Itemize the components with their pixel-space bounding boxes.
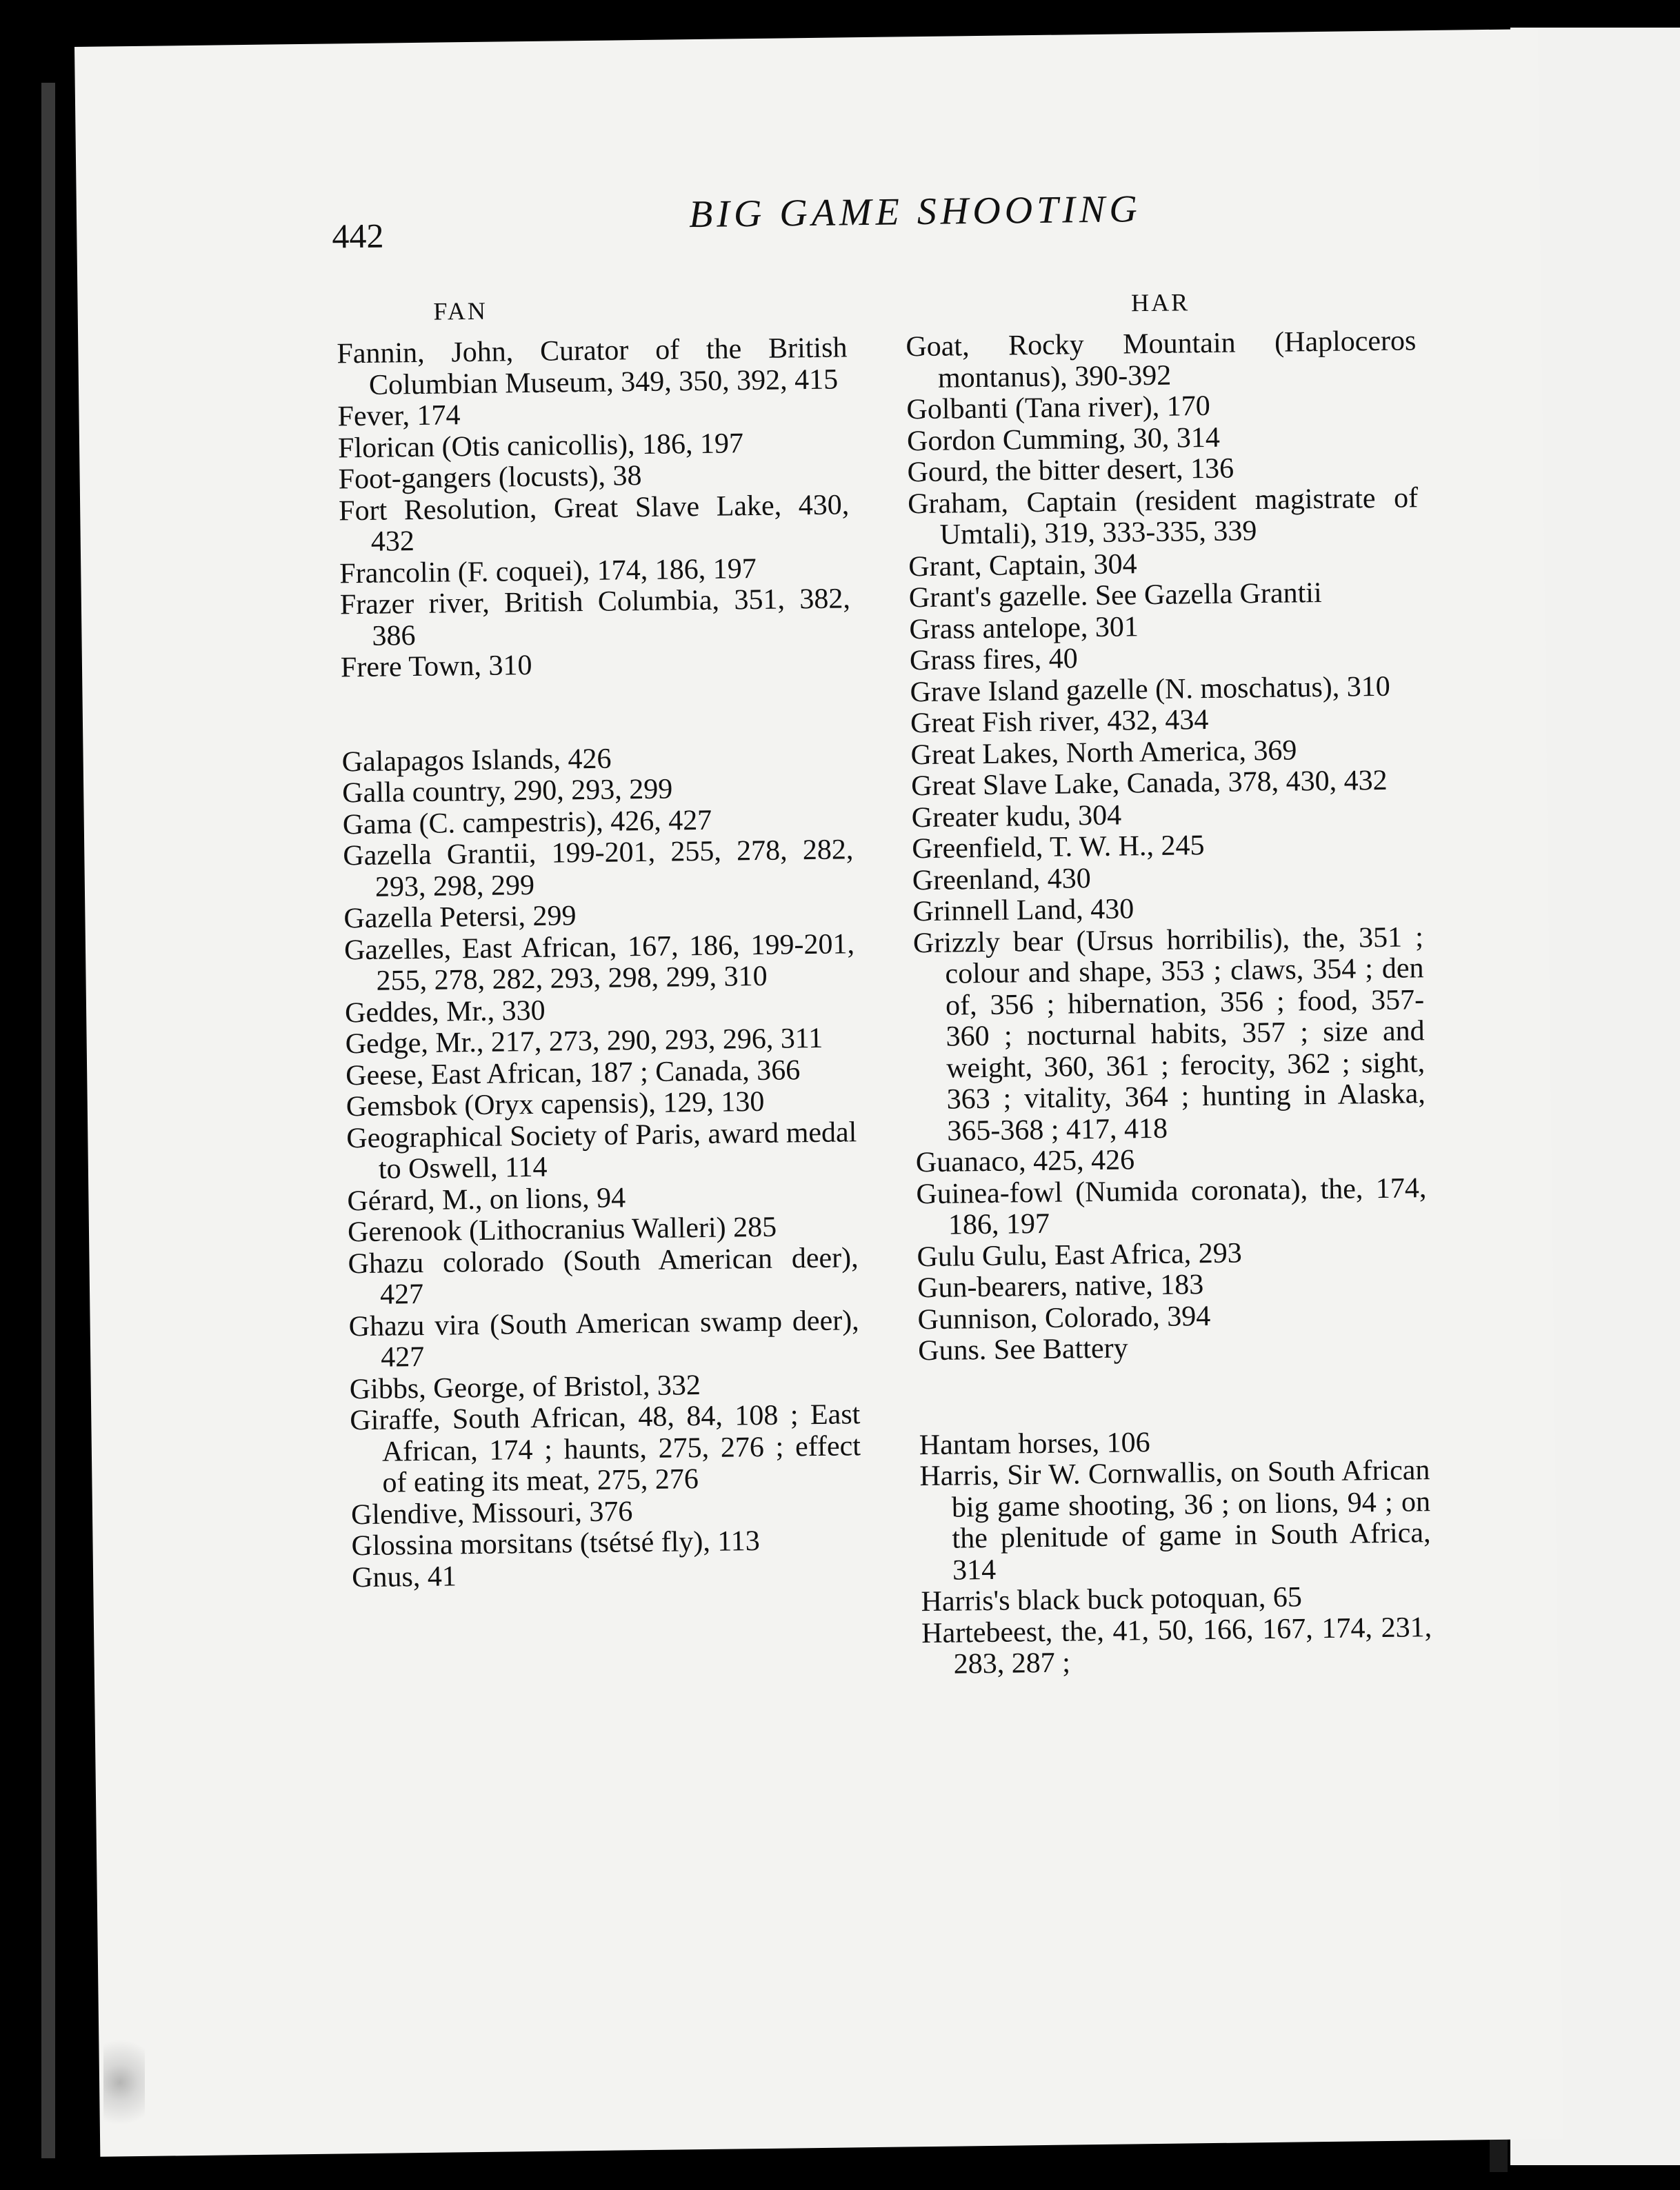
index-column-left [336, 285, 862, 1594]
index-entry: Geographical Society of Paris, award medal to Oswell, 114 [346, 1116, 857, 1185]
index-entry: Grant's gazelle. See Gazella Grantii [908, 576, 1322, 614]
index-entry: Ghazu colorado (South American deer), 427 [348, 1241, 859, 1311]
index-entry-section-start: Galapagos Islands, 426 [341, 743, 612, 778]
index-entry: Grass antelope, 301 [909, 610, 1139, 645]
index-entry: Greenland, 430 [912, 862, 1092, 896]
index-entry: Grave Island gazelle (N. moschatus), 310 [910, 670, 1391, 708]
index-entry: Geese, East African, 187 ; Canada, 366 [345, 1054, 801, 1092]
index-entry: Frere Town, 310 [340, 649, 532, 684]
index-entry: Greater kudu, 304 [911, 799, 1122, 834]
index-entry: Gama (C. campestris), 426, 427 [342, 804, 712, 841]
index-entry: Great Slave Lake, Canada, 378, 430, 432 [910, 764, 1388, 803]
index-entry: Gourd, the bitter desert, 136 [907, 452, 1234, 489]
guide-word-right: HAR [1130, 288, 1190, 317]
index-entry: Geddes, Mr., 330 [344, 994, 546, 1029]
index-entry: Gérard, M., on lions, 94 [347, 1181, 626, 1217]
index-entry: Glendive, Missouri, 376 [350, 1495, 633, 1531]
index-entry: Guns. See Battery [917, 1332, 1128, 1367]
index-entry: Gazella Grantii, 199-201, 255, 278, 282, 293, 298, 299 [343, 834, 854, 903]
index-entry: Gulu Gulu, East Africa, 293 [917, 1236, 1243, 1273]
index-entry: Giraffe, South African, 48, 84, 108 ; East African, 174 ; haunts, 275, 276 ; effect of eating its meat, 275, 276 [350, 1398, 861, 1499]
book-spine-shadow [41, 83, 55, 2158]
index-entry: Gerenook (Lithocranius Walleri) 285 [347, 1211, 777, 1249]
page-number: 442 [332, 216, 384, 256]
index-entry: Hartebeest, the, 41, 50, 166, 167, 174, 231, 283, 287 ; [921, 1611, 1432, 1680]
index-entry: Glossina morsitans (tsétsé fly), 113 [351, 1525, 761, 1563]
index-entry: Grant, Captain, 304 [908, 548, 1137, 583]
paper-blemish [103, 2027, 145, 2138]
index-entry: Fever, 174 [337, 399, 461, 433]
index-entry: Florican (Otis canicollis), 186, 197 [337, 427, 744, 464]
index-entry: Golbanti (Tana river), 170 [906, 390, 1211, 426]
index-entry: Grass fires, 40 [909, 643, 1079, 677]
guide-word-left: FAN [433, 297, 488, 325]
index-entry: Gazelles, East African, 167, 186, 199-201, 255, 278, 282, 293, 298, 299, 310 [343, 927, 855, 997]
index-entry: Foot-gangers (locusts), 38 [338, 460, 642, 496]
index-entry: Goat, Rocky Mountain (Haploceros montanus), 390-392 [906, 325, 1417, 394]
index-entry: Harris's black buck potoquan, 65 [921, 1581, 1303, 1618]
index-entry: Gemsbok (Oryx capensis), 129, 130 [346, 1085, 765, 1123]
index-entry: Greenfield, T. W. H., 245 [912, 830, 1205, 865]
index-entry: Harris, Sir W. Cornwallis, on South African big game shooting, 36 ; on lions, 94 ; on the plenitude of game in South Africa, 314 [919, 1454, 1431, 1587]
index-entry: Graham, Captain (resident magistrate of Umtali), 319, 333-335, 339 [907, 481, 1419, 551]
index-entry: Gnus, 41 [351, 1560, 457, 1594]
index-entry: Guinea-fowl (Numida coronata), the, 174, 186, 197 [916, 1172, 1427, 1241]
index-entry: Fort Resolution, Great Slave Lake, 430, 432 [338, 488, 850, 558]
index-entry: Ghazu vira (South American swamp deer), 427 [348, 1304, 859, 1374]
book-page [74, 29, 1563, 2157]
index-entry: Gazella Petersi, 299 [343, 900, 577, 935]
index-entry: Guanaco, 425, 426 [915, 1144, 1135, 1179]
index-entry: Gordon Cumming, 30, 314 [906, 421, 1221, 457]
index-entry: Grizzly bear (Ursus horribilis), the, 351 ; colour and shape, 353 ; claws, 354 ; den of, 356 ; hibernation, 356 ; food, 357-360 ; nocturnal habits, 357 ; size and weight, 360, 361 ; ferocity, 362 ; sight, 363 ; vitality, 364 ; hunting in Alaska, 365-368 ; 417, 418 [912, 921, 1426, 1147]
index-entry: Great Fish river, 432, 434 [910, 703, 1209, 740]
index-entry: Gedge, Mr., 217, 273, 290, 293, 296, 311 [345, 1022, 823, 1061]
index-entry: Frazer river, British Columbia, 351, 382, 386 [339, 583, 851, 652]
index-entry: Gunnison, Colorado, 394 [917, 1300, 1211, 1336]
index-entry: Gun-bearers, native, 183 [917, 1269, 1204, 1305]
index-entry: Fannin, John, Curator of the British Columbian Museum, 349, 350, 392, 415 [337, 332, 848, 401]
running-title: BIG GAME SHOOTING [688, 188, 1142, 237]
index-entry: Grinnell Land, 430 [912, 893, 1134, 928]
index-entry: Gibbs, George, of Bristol, 332 [349, 1369, 701, 1405]
index-entry: Francolin (F. coquei), 174, 186, 197 [339, 552, 757, 590]
index-entry: Great Lakes, North America, 369 [910, 734, 1297, 771]
index-entry: Galla country, 290, 293, 299 [341, 773, 673, 810]
index-entry-section-start: Hantam horses, 106 [919, 1426, 1150, 1461]
page-header [332, 188, 1367, 278]
index-column-right [905, 279, 1432, 1680]
